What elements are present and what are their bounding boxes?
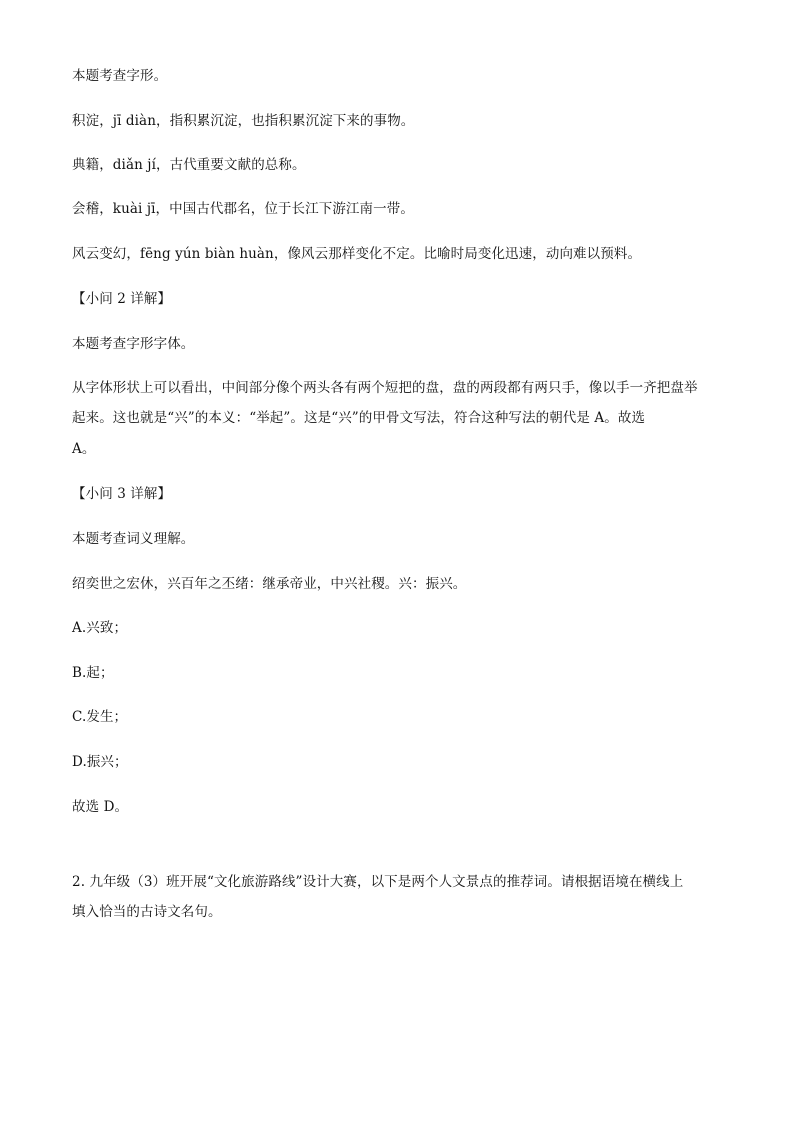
q3-option-c: C.发生； [72, 709, 128, 725]
q2-paragraph-line: 从字体形状上可以看出，中间部分像个两头各有两个短把的盘，盘的两段都有两只手，像以手一齐把盘举 [72, 380, 698, 396]
question-2-line: 填入恰当的古诗文名句。 [72, 904, 222, 920]
q3-answer: 故选 D。 [72, 799, 129, 815]
q2-intro: 本题考查字形字体。 [72, 336, 195, 352]
q3-heading: 【小问 3 详解】 [72, 486, 172, 502]
entry-jidian: 积淀，jī diàn，指积累沉淀，也指积累沉淀下来的事物。 [72, 113, 415, 129]
q3-option-d: D.振兴； [72, 754, 128, 770]
entry-fengyun: 风云变幻，fēng yún biàn huàn，像风云那样变化不定。比喻时局变化迅速，动向难以预料。 [72, 246, 642, 262]
q3-intro: 本题考查词义理解。 [72, 531, 195, 547]
q2-heading: 【小问 2 详解】 [72, 291, 172, 307]
analysis-intro: 本题考查字形。 [72, 68, 168, 84]
entry-kuaiji: 会稽，kuài jī，中国古代郡名，位于长江下游江南一带。 [72, 201, 414, 217]
q2-paragraph-line: A。 [72, 441, 96, 457]
q3-sentence: 绍奕世之宏休，兴百年之丕绪：继承帝业，中兴社稷。兴：振兴。 [72, 576, 467, 592]
q3-option-a: A.兴致； [72, 620, 128, 636]
entry-dianji: 典籍，diǎn jí，古代重要文献的总称。 [72, 157, 306, 173]
q2-paragraph-line: 起来。这也就是“兴”的本义：“举起”。这是“兴”的甲骨文写法，符合这种写法的朝代是 A。故选 [72, 410, 646, 426]
q3-option-b: B.起； [72, 665, 114, 681]
question-2-line: 2. 九年级（3）班开展“文化旅游路线”设计大赛，以下是两个人文景点的推荐词。请根据语境在横线上 [72, 874, 684, 890]
